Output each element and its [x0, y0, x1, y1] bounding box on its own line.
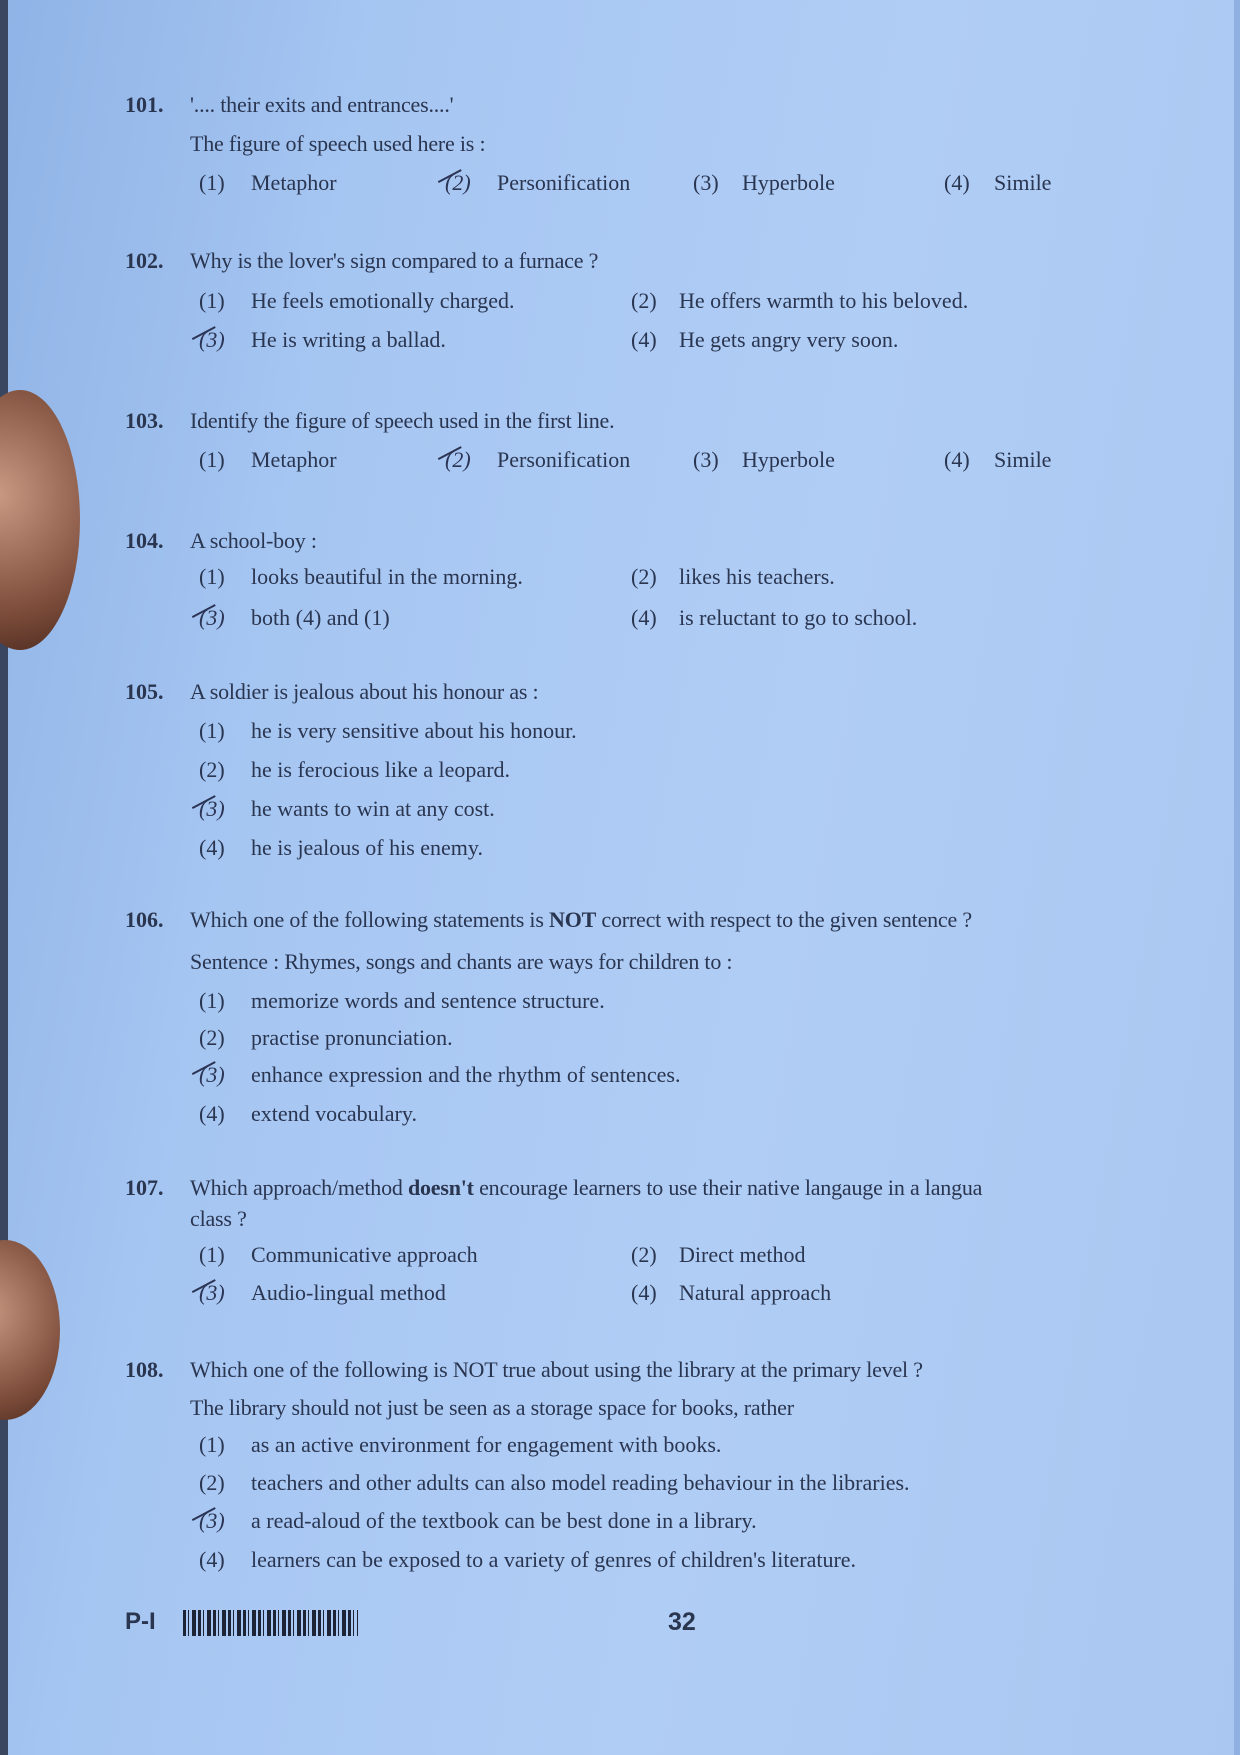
answer-option[interactable]: a read-aloud of the textbook can be best done in a library. [251, 1508, 757, 1533]
stem-segment: The figure of speech used here is : [190, 131, 486, 156]
stem-segment: Sentence : Rhymes, songs and chants are ways for children to : [190, 949, 733, 974]
option-number[interactable]: (2) [199, 1025, 225, 1050]
question-stem [190, 92, 453, 118]
answer-option[interactable]: he wants to win at any cost. [251, 796, 495, 821]
answer-option[interactable]: likes his teachers. [679, 564, 835, 589]
question-number: 107. [125, 1175, 164, 1200]
answer-option[interactable]: enhance expression and the rhythm of sentences. [251, 1062, 681, 1087]
answer-option[interactable]: Direct method [679, 1242, 806, 1267]
question-number: 101. [125, 92, 164, 117]
option-number[interactable]: (2) [445, 170, 471, 195]
answer-option[interactable]: he is very sensitive about his honour. [251, 718, 577, 743]
question-number: 108. [125, 1357, 164, 1382]
answer-option[interactable]: is reluctant to go to school. [679, 605, 918, 630]
option-number[interactable]: (1) [199, 447, 225, 472]
answer-option[interactable]: Communicative approach [251, 1242, 478, 1267]
option-number[interactable]: (4) [631, 327, 657, 352]
stem-segment: Which one of the following statements is [190, 907, 550, 932]
question-number: 104. [125, 528, 164, 553]
question-stem [190, 408, 614, 434]
option-number[interactable]: (1) [199, 1242, 225, 1267]
option-number[interactable]: (1) [199, 288, 225, 313]
answer-option[interactable]: Metaphor [251, 170, 337, 195]
answer-option[interactable]: teachers and other adults can also model reading behaviour in the libraries. [251, 1470, 910, 1495]
option-number[interactable]: (3) [693, 170, 719, 195]
answer-option[interactable]: he is jealous of his enemy. [251, 835, 483, 860]
option-number[interactable]: (3) [693, 447, 719, 472]
page-number: 32 [668, 1608, 696, 1636]
paper-code: P-I [125, 1608, 156, 1635]
stem-segment: '.... their exits and entrances....' [190, 92, 454, 117]
option-number[interactable]: (4) [199, 835, 225, 860]
answer-option[interactable]: he is ferocious like a leopard. [251, 757, 511, 782]
answer-option[interactable]: looks beautiful in the morning. [251, 564, 523, 589]
stem-segment: class ? [190, 1206, 247, 1231]
answer-option[interactable]: Audio-lingual method [251, 1280, 446, 1305]
answer-option[interactable]: memorize words and sentence structure. [251, 988, 605, 1013]
option-number[interactable]: (4) [631, 605, 657, 630]
stem-segment: correct with respect to the given sentence ? [596, 907, 972, 932]
answer-option[interactable]: extend vocabulary. [251, 1101, 417, 1126]
option-number[interactable]: (3) [199, 327, 225, 352]
stem-segment: The library should not just be seen as a storage space for books, rather [190, 1395, 794, 1420]
option-number[interactable]: (3) [199, 1508, 225, 1533]
option-number[interactable]: (2) [631, 564, 657, 589]
stem-segment: A soldier is jealous about his honour as : [190, 679, 539, 704]
barcode [183, 1610, 358, 1636]
question-stem [190, 1206, 247, 1232]
answer-option[interactable]: Simile [994, 170, 1052, 195]
answer-option[interactable]: as an active environment for engagement with books. [251, 1432, 722, 1457]
question-stem [190, 528, 317, 554]
question-number: 102. [125, 248, 164, 273]
option-number[interactable]: (4) [944, 447, 970, 472]
stem-segment: Identify the figure of speech used in the first line. [190, 408, 615, 433]
question-number: 106. [125, 907, 164, 932]
stem-segment: NOT [549, 907, 597, 932]
answer-option[interactable]: Hyperbole [742, 170, 835, 195]
option-number[interactable]: (1) [199, 988, 225, 1013]
answer-option[interactable]: practise pronunciation. [251, 1025, 453, 1050]
option-number[interactable]: (1) [199, 1432, 225, 1457]
answer-option[interactable]: Simile [994, 447, 1052, 472]
answer-option[interactable]: Metaphor [251, 447, 337, 472]
stem-segment: doesn't [407, 1175, 474, 1200]
answer-option[interactable]: Personification [497, 170, 631, 195]
stem-segment: Why is the lover's sign compared to a furnace ? [190, 248, 599, 273]
option-number[interactable]: (3) [199, 605, 225, 630]
option-number[interactable]: (1) [199, 718, 225, 743]
question-stem [190, 679, 538, 705]
stem-segment: Which one of the following is NOT true about using the library at the primary level ? [190, 1357, 923, 1382]
question-stem [190, 1395, 794, 1421]
option-number[interactable]: (2) [199, 757, 225, 782]
option-number[interactable]: (4) [199, 1101, 225, 1126]
answer-option[interactable]: both (4) and (1) [251, 605, 390, 630]
option-number[interactable]: (3) [199, 1062, 225, 1087]
answer-option[interactable]: He is writing a ballad. [251, 327, 446, 352]
answer-option[interactable]: Natural approach [679, 1280, 832, 1305]
question-stem [190, 248, 598, 274]
answer-option[interactable]: Hyperbole [742, 447, 835, 472]
answer-option[interactable]: learners can be exposed to a variety of genres of children's literature. [251, 1547, 857, 1572]
question-stem [190, 1175, 982, 1201]
option-number[interactable]: (1) [199, 170, 225, 195]
stem-segment: Which approach/method [190, 1175, 408, 1200]
option-number[interactable]: (2) [199, 1470, 225, 1495]
option-number[interactable]: (4) [631, 1280, 657, 1305]
option-number[interactable]: (4) [944, 170, 970, 195]
option-number[interactable]: (2) [631, 1242, 657, 1267]
option-number[interactable]: (2) [631, 288, 657, 313]
answer-option[interactable]: He feels emotionally charged. [251, 288, 515, 313]
question-stem [190, 1357, 923, 1383]
stem-segment: encourage learners to use their native langauge in a langua [473, 1175, 983, 1200]
question-stem [190, 949, 732, 975]
option-number[interactable]: (3) [199, 796, 225, 821]
question-stem [190, 907, 972, 933]
answer-option[interactable]: He gets angry very soon. [679, 327, 899, 352]
answer-option[interactable]: He offers warmth to his beloved. [679, 288, 969, 313]
option-number[interactable]: (2) [445, 447, 471, 472]
option-number[interactable]: (1) [199, 564, 225, 589]
question-number: 105. [125, 679, 164, 704]
stem-segment: A school-boy : [190, 528, 317, 553]
option-number[interactable]: (3) [199, 1280, 225, 1305]
question-number: 103. [125, 408, 164, 433]
answer-option[interactable]: Personification [497, 447, 631, 472]
option-number[interactable]: (4) [199, 1547, 225, 1572]
question-stem [190, 131, 485, 157]
